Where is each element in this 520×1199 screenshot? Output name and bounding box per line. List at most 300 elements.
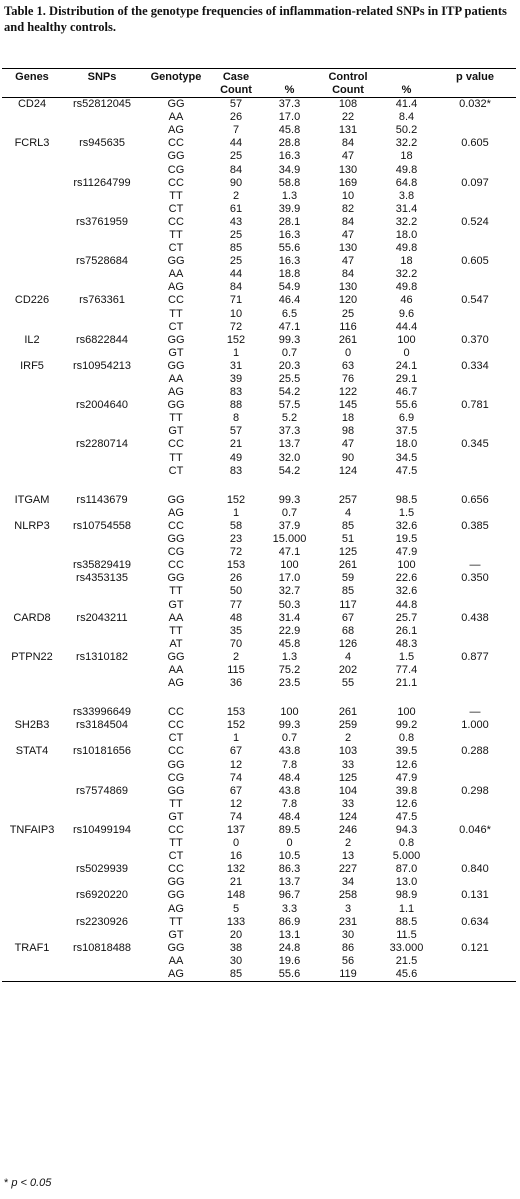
table-row bbox=[2, 124, 516, 137]
cell-control-percent: 12.6 bbox=[395, 758, 418, 771]
cell-control-count: 33 bbox=[341, 758, 355, 771]
cell-p-value: — bbox=[469, 706, 481, 719]
cell-genotype: GT bbox=[168, 598, 184, 611]
cell-gene: NLRP3 bbox=[14, 519, 50, 532]
cell-case-count: 71 bbox=[229, 294, 243, 307]
cell-gene bbox=[2, 255, 62, 268]
cell-genotype: TT bbox=[169, 624, 183, 637]
table-row bbox=[2, 572, 516, 585]
cell-gene bbox=[2, 798, 62, 811]
cell-control-percent: 25.7 bbox=[395, 611, 418, 624]
table-row bbox=[2, 268, 516, 281]
cell-p-value bbox=[434, 425, 516, 438]
cell-case-count: 23 bbox=[229, 533, 243, 546]
cell-snp: rs10499194 bbox=[72, 824, 132, 837]
cell-genotype: TT bbox=[169, 307, 183, 320]
cell-genotype: GG bbox=[167, 333, 185, 346]
cell-control-percent: 44.4 bbox=[395, 320, 418, 333]
cell-p-value bbox=[434, 546, 516, 559]
cell-snp bbox=[62, 811, 142, 824]
table-row bbox=[2, 732, 516, 745]
cell-control-count: 30 bbox=[341, 928, 355, 941]
cell-gene bbox=[2, 837, 62, 850]
cell-genotype: CC bbox=[168, 176, 184, 189]
cell-case-percent: 22.9 bbox=[278, 624, 301, 637]
cell-case-percent: 45.8 bbox=[278, 124, 301, 137]
cell-genotype: AG bbox=[168, 124, 184, 137]
cell-p-value: 0.345 bbox=[461, 438, 489, 451]
cell-snp: rs33996649 bbox=[72, 706, 132, 719]
cell-control-percent: 46 bbox=[400, 294, 413, 307]
cell-case-count: 7 bbox=[232, 124, 240, 137]
cell-case-percent: 99.3 bbox=[278, 493, 301, 506]
cell-gene bbox=[2, 281, 62, 294]
cell-control-percent bbox=[379, 690, 434, 706]
cell-control-percent: 50.2 bbox=[395, 124, 418, 137]
cell-case-percent: 28.8 bbox=[278, 137, 301, 150]
cell-gene: TRAF1 bbox=[14, 941, 50, 954]
cell-gene bbox=[2, 638, 62, 651]
cell-case-percent: 37.3 bbox=[278, 425, 301, 438]
cell-case-percent: 13.1 bbox=[278, 928, 301, 941]
cell-genotype: TT bbox=[169, 585, 183, 598]
cell-control-percent: 22.6 bbox=[395, 572, 418, 585]
cell-case-count: 44 bbox=[229, 268, 243, 281]
cell-control-percent: 41.4 bbox=[395, 98, 418, 111]
cell-case-percent: 3.3 bbox=[281, 902, 298, 915]
table-row bbox=[2, 664, 516, 677]
cell-control-count: 18 bbox=[341, 412, 355, 425]
cell-control-percent: 49.8 bbox=[395, 242, 418, 255]
cell-p-value bbox=[434, 308, 516, 321]
cell-case-percent bbox=[262, 478, 317, 494]
cell-genotype: GG bbox=[167, 650, 185, 663]
cell-case-percent: 46.4 bbox=[278, 294, 301, 307]
cell-case-count: 25 bbox=[229, 150, 243, 163]
cell-control-count: 4 bbox=[344, 506, 352, 519]
table-row bbox=[2, 955, 516, 968]
cell-p-value bbox=[434, 625, 516, 638]
cell-gene: CD226 bbox=[14, 294, 50, 307]
cell-case-percent: 23.5 bbox=[278, 677, 301, 690]
cell-control-count: 84 bbox=[341, 137, 355, 150]
cell-genotype: CT bbox=[168, 320, 184, 333]
table-row bbox=[2, 612, 516, 625]
cell-gene bbox=[2, 772, 62, 785]
cell-case-percent: 0.7 bbox=[281, 732, 298, 745]
cell-snp: rs7574869 bbox=[76, 784, 128, 797]
cell-genotype: TT bbox=[169, 228, 183, 241]
cell-case-count: 12 bbox=[229, 797, 243, 810]
cell-gene bbox=[2, 177, 62, 190]
cell-case-percent: 16.3 bbox=[278, 228, 301, 241]
cell-control-percent: 29.1 bbox=[395, 373, 418, 386]
cell-control-count: 82 bbox=[341, 202, 355, 215]
cell-case-percent: 43.8 bbox=[278, 784, 301, 797]
cell-p-value bbox=[434, 677, 516, 690]
cell-case-percent: 34.9 bbox=[278, 163, 301, 176]
cell-control-percent: 49.8 bbox=[395, 163, 418, 176]
cell-p-value bbox=[434, 242, 516, 255]
cell-control-percent: 100 bbox=[397, 333, 416, 346]
cell-case-percent: 0 bbox=[286, 837, 293, 850]
cell-control-percent: 13.0 bbox=[395, 876, 418, 889]
cell-gene bbox=[2, 438, 62, 451]
cell-control-percent: 1.1 bbox=[398, 902, 415, 915]
table-row bbox=[2, 546, 516, 559]
cell-p-value: 0.634 bbox=[461, 915, 489, 928]
cell-control-count: 117 bbox=[339, 598, 357, 611]
cell-snp: rs945635 bbox=[79, 137, 125, 150]
cell-control-percent: 5.000 bbox=[392, 850, 421, 863]
header-row-1 bbox=[2, 69, 516, 85]
cell-control-count: 108 bbox=[338, 98, 358, 111]
cell-gene: TNFAIP3 bbox=[9, 824, 55, 837]
cell-control-count: 3 bbox=[344, 902, 352, 915]
cell-control-percent: 8.4 bbox=[398, 111, 415, 124]
cell-case-count: 72 bbox=[229, 320, 243, 333]
cell-p-value bbox=[434, 124, 516, 137]
cell-control-count: 122 bbox=[338, 386, 358, 399]
cell-p-value: 0.877 bbox=[461, 650, 489, 663]
cell-snp bbox=[62, 929, 142, 942]
cell-case-percent: 45.8 bbox=[278, 637, 301, 650]
cell-control-count: 98 bbox=[341, 425, 355, 438]
cell-case-percent: 16.3 bbox=[278, 150, 301, 163]
cell-control-count: 67 bbox=[341, 611, 355, 624]
table-row bbox=[2, 942, 516, 955]
cell-p-value: 0.605 bbox=[461, 255, 489, 268]
cell-control-percent: 19.5 bbox=[395, 533, 418, 546]
cell-control-count: 202 bbox=[338, 663, 358, 676]
cell-control-percent: 18 bbox=[400, 255, 413, 268]
cell-control-count: 124 bbox=[338, 810, 358, 823]
footnote bbox=[4, 1177, 51, 1189]
cell-control-percent bbox=[379, 478, 434, 494]
genotype-frequency-table bbox=[2, 68, 516, 982]
cell-genotype: CG bbox=[167, 546, 185, 559]
cell-gene bbox=[2, 811, 62, 824]
cell-p-value: — bbox=[469, 559, 481, 572]
cell-snp bbox=[62, 955, 142, 968]
cell-p-value: 0.370 bbox=[461, 333, 489, 346]
cell-control-percent: 88.5 bbox=[395, 915, 418, 928]
cell-snp bbox=[62, 242, 142, 255]
table-row bbox=[2, 677, 516, 690]
cell-snp: rs2280714 bbox=[76, 438, 128, 451]
cell-control-count: 63 bbox=[341, 359, 355, 372]
cell-control-percent: 87.0 bbox=[395, 863, 418, 876]
cell-control-percent: 11.5 bbox=[396, 928, 417, 941]
cell-snp bbox=[62, 425, 142, 438]
cell-case-count: 0 bbox=[232, 837, 240, 850]
cell-case-count: 85 bbox=[229, 242, 243, 255]
cell-control-percent: 31.4 bbox=[395, 202, 418, 215]
cell-genotype: TT bbox=[169, 915, 183, 928]
cell-snp: rs6920220 bbox=[76, 889, 128, 902]
cell-p-value bbox=[434, 111, 516, 124]
cell-gene bbox=[2, 399, 62, 412]
cell-p-value bbox=[434, 876, 516, 889]
cell-snp bbox=[62, 677, 142, 690]
header-snps: SNPs bbox=[62, 69, 142, 85]
cell-case-percent: 47.1 bbox=[278, 546, 301, 559]
cell-p-value bbox=[434, 664, 516, 677]
cell-genotype: CG bbox=[167, 163, 185, 176]
cell-control-percent: 9.6 bbox=[398, 307, 415, 320]
cell-gene: FCRL3 bbox=[14, 137, 50, 150]
cell-genotype: CC bbox=[168, 559, 184, 572]
cell-genotype: CC bbox=[168, 824, 184, 837]
cell-genotype: GT bbox=[168, 346, 184, 359]
cell-control-count: 4 bbox=[344, 650, 352, 663]
cell-case-count: 67 bbox=[229, 784, 243, 797]
cell-snp bbox=[62, 203, 142, 216]
cell-gene bbox=[2, 559, 62, 572]
cell-gene bbox=[2, 863, 62, 876]
cell-case-percent: 54.9 bbox=[278, 281, 301, 294]
cell-gene bbox=[2, 903, 62, 916]
cell-snp: rs10754558 bbox=[72, 519, 132, 532]
cell-p-value bbox=[434, 150, 516, 163]
cell-gene bbox=[2, 706, 62, 719]
cell-snp bbox=[62, 507, 142, 520]
cell-genotype: CC bbox=[168, 519, 184, 532]
table-row bbox=[2, 412, 516, 425]
cell-genotype: AG bbox=[168, 506, 184, 519]
cell-genotype: GG bbox=[167, 941, 185, 954]
cell-case-percent: 24.8 bbox=[278, 941, 301, 954]
cell-p-value: 0.438 bbox=[461, 611, 489, 624]
cell-gene bbox=[2, 625, 62, 638]
cell-case-count: 48 bbox=[229, 611, 243, 624]
cell-case-count: 10 bbox=[229, 307, 243, 320]
cell-gene bbox=[2, 321, 62, 334]
cell-control-percent: 1.5 bbox=[398, 506, 415, 519]
table-row bbox=[2, 373, 516, 386]
table-row bbox=[2, 294, 516, 307]
cell-control-count: 56 bbox=[341, 954, 355, 967]
table-row bbox=[2, 308, 516, 321]
cell-control-count: 22 bbox=[341, 111, 355, 124]
cell-genotype: CT bbox=[168, 732, 184, 745]
cell-control-percent: 47.5 bbox=[395, 810, 418, 823]
cell-gene bbox=[2, 664, 62, 677]
cell-case-percent: 17.0 bbox=[278, 572, 301, 585]
cell-control-percent: 100 bbox=[397, 559, 416, 572]
cell-case-count: 83 bbox=[229, 464, 243, 477]
cell-p-value: 0.385 bbox=[461, 519, 489, 532]
cell-case-percent: 1.3 bbox=[281, 189, 298, 202]
cell-case-count: 38 bbox=[229, 941, 243, 954]
cell-gene bbox=[2, 478, 62, 494]
cell-case-count: 85 bbox=[210, 968, 262, 982]
cell-p-value: 0.334 bbox=[461, 359, 489, 372]
cell-p-value bbox=[434, 347, 516, 360]
cell-snp bbox=[62, 321, 142, 334]
cell-case-count: 152 bbox=[226, 493, 246, 506]
cell-genotype: CC bbox=[168, 215, 184, 228]
cell-control-percent: 32.2 bbox=[395, 215, 418, 228]
cell-genotype: AG bbox=[168, 281, 184, 294]
cell-case-percent: 16.3 bbox=[278, 255, 301, 268]
table-row bbox=[2, 533, 516, 546]
cell-control-percent: 12.6 bbox=[395, 797, 418, 810]
cell-genotype: AA bbox=[168, 663, 184, 676]
cell-snp bbox=[62, 190, 142, 203]
table-row bbox=[2, 968, 516, 982]
cell-case-percent: 19.6 bbox=[278, 954, 301, 967]
cell-control-percent: 34.5 bbox=[395, 451, 418, 464]
header-case-count: Count bbox=[210, 84, 262, 98]
cell-gene: CD24 bbox=[17, 98, 47, 111]
cell-case-count: 50 bbox=[229, 585, 243, 598]
cell-control-count: 90 bbox=[341, 451, 355, 464]
table-row bbox=[2, 520, 516, 533]
cell-control-percent: 32.2 bbox=[395, 137, 418, 150]
cell-genotype: TT bbox=[169, 797, 183, 810]
cell-control-percent: 77.4 bbox=[395, 663, 418, 676]
cell-p-value bbox=[434, 955, 516, 968]
cell-snp bbox=[62, 546, 142, 559]
cell-gene bbox=[2, 229, 62, 242]
cell-case-count: 1 bbox=[232, 506, 240, 519]
cell-gene bbox=[2, 955, 62, 968]
cell-genotype: CT bbox=[168, 202, 184, 215]
cell-gene bbox=[2, 572, 62, 585]
cell-case-count: 67 bbox=[229, 745, 243, 758]
cell-control-count: 86 bbox=[341, 941, 355, 954]
cell-control-percent: 46.7 bbox=[395, 386, 418, 399]
cell-case-percent: 25.5 bbox=[278, 373, 301, 386]
cell-p-value bbox=[434, 732, 516, 745]
cell-gene bbox=[2, 386, 62, 399]
cell-p-value bbox=[434, 759, 516, 772]
cell-control-count: 130 bbox=[338, 281, 358, 294]
cell-case-count: 1 bbox=[232, 732, 240, 745]
cell-case-percent: 0.7 bbox=[281, 346, 298, 359]
footnote-text: p < 0.05 bbox=[11, 1177, 52, 1189]
table-row bbox=[2, 929, 516, 942]
cell-control-count: 47 bbox=[341, 255, 355, 268]
cell-gene bbox=[2, 111, 62, 124]
cell-case-percent: 100 bbox=[280, 706, 299, 719]
cell-snp: rs1310182 bbox=[76, 650, 128, 663]
cell-control-count: 261 bbox=[338, 333, 358, 346]
cell-p-value bbox=[434, 798, 516, 811]
cell-genotype: GG bbox=[167, 889, 185, 902]
cell-case-count bbox=[210, 478, 262, 494]
cell-case-count: 25 bbox=[229, 228, 243, 241]
cell-case-percent: 39.9 bbox=[278, 202, 301, 215]
cell-genotype: CC bbox=[168, 706, 184, 719]
cell-genotype: GG bbox=[167, 255, 185, 268]
cell-gene bbox=[2, 759, 62, 772]
cell-case-count: 2 bbox=[232, 189, 240, 202]
cell-genotype: GG bbox=[167, 399, 185, 412]
cell-case-percent: 0.7 bbox=[281, 506, 298, 519]
table-row bbox=[2, 876, 516, 889]
cell-control-count: 33 bbox=[341, 797, 355, 810]
cell-snp bbox=[62, 347, 142, 360]
cell-genotype: TT bbox=[169, 189, 183, 202]
cell-snp bbox=[62, 465, 142, 478]
cell-case-percent: 48.4 bbox=[278, 771, 301, 784]
cell-snp bbox=[62, 759, 142, 772]
cell-control-count: 120 bbox=[338, 294, 358, 307]
cell-gene bbox=[2, 929, 62, 942]
cell-control-count: 125 bbox=[338, 771, 358, 784]
cell-gene bbox=[2, 850, 62, 863]
cell-snp bbox=[62, 625, 142, 638]
cell-gene bbox=[2, 533, 62, 546]
cell-genotype: AG bbox=[168, 386, 184, 399]
cell-genotype: GG bbox=[167, 876, 185, 889]
cell-p-value bbox=[434, 811, 516, 824]
cell-genotype: GG bbox=[167, 572, 185, 585]
cell-case-count bbox=[210, 690, 262, 706]
cell-p-value bbox=[434, 386, 516, 399]
cell-control-count: 2 bbox=[344, 732, 352, 745]
table-row bbox=[2, 242, 516, 255]
cell-snp bbox=[62, 585, 142, 598]
cell-case-percent: 17.0 bbox=[278, 111, 301, 124]
cell-snp bbox=[62, 903, 142, 916]
cell-snp bbox=[62, 664, 142, 677]
header-genotype: Genotype bbox=[142, 69, 210, 85]
cell-control-percent: 48.3 bbox=[395, 637, 418, 650]
cell-snp: rs10818488 bbox=[72, 941, 132, 954]
cell-case-percent: 6.5 bbox=[281, 307, 298, 320]
cell-p-value bbox=[434, 903, 516, 916]
cell-genotype: AG bbox=[168, 902, 184, 915]
cell-control-percent: 100 bbox=[397, 706, 416, 719]
cell-gene bbox=[2, 124, 62, 137]
table-row bbox=[2, 190, 516, 203]
cell-case-count: 26 bbox=[229, 111, 243, 124]
cell-gene bbox=[2, 598, 62, 611]
cell-genotype bbox=[142, 478, 210, 494]
cell-control-percent: 1.5 bbox=[398, 650, 415, 663]
cell-control-count: 2 bbox=[344, 837, 352, 850]
cell-control-count: 0 bbox=[344, 346, 352, 359]
cell-snp bbox=[62, 412, 142, 425]
cell-case-percent: 89.5 bbox=[278, 824, 301, 837]
table-row bbox=[2, 798, 516, 811]
cell-case-count: 31 bbox=[229, 359, 243, 372]
cell-case-count: 20 bbox=[229, 928, 243, 941]
cell-control-percent: 21.1 bbox=[395, 677, 418, 690]
cell-control-count: 261 bbox=[338, 706, 358, 719]
cell-control-count: 124 bbox=[338, 464, 358, 477]
cell-case-count: 26 bbox=[229, 572, 243, 585]
cell-case-percent: 100 bbox=[280, 559, 299, 572]
cell-snp bbox=[62, 111, 142, 124]
cell-gene bbox=[2, 412, 62, 425]
cell-case-percent: 75.2 bbox=[278, 663, 301, 676]
cell-case-count: 57 bbox=[229, 425, 243, 438]
cell-case-percent: 5.2 bbox=[281, 412, 298, 425]
cell-gene: IL2 bbox=[24, 333, 40, 346]
cell-snp bbox=[62, 837, 142, 850]
cell-case-percent: 32.0 bbox=[278, 451, 301, 464]
table-row bbox=[2, 438, 516, 451]
table-row bbox=[2, 824, 516, 837]
cell-control-percent: 0 bbox=[403, 346, 410, 359]
cell-case-percent: 48.4 bbox=[278, 810, 301, 823]
cell-p-value bbox=[434, 837, 516, 850]
cell-case-count: 58 bbox=[229, 519, 243, 532]
